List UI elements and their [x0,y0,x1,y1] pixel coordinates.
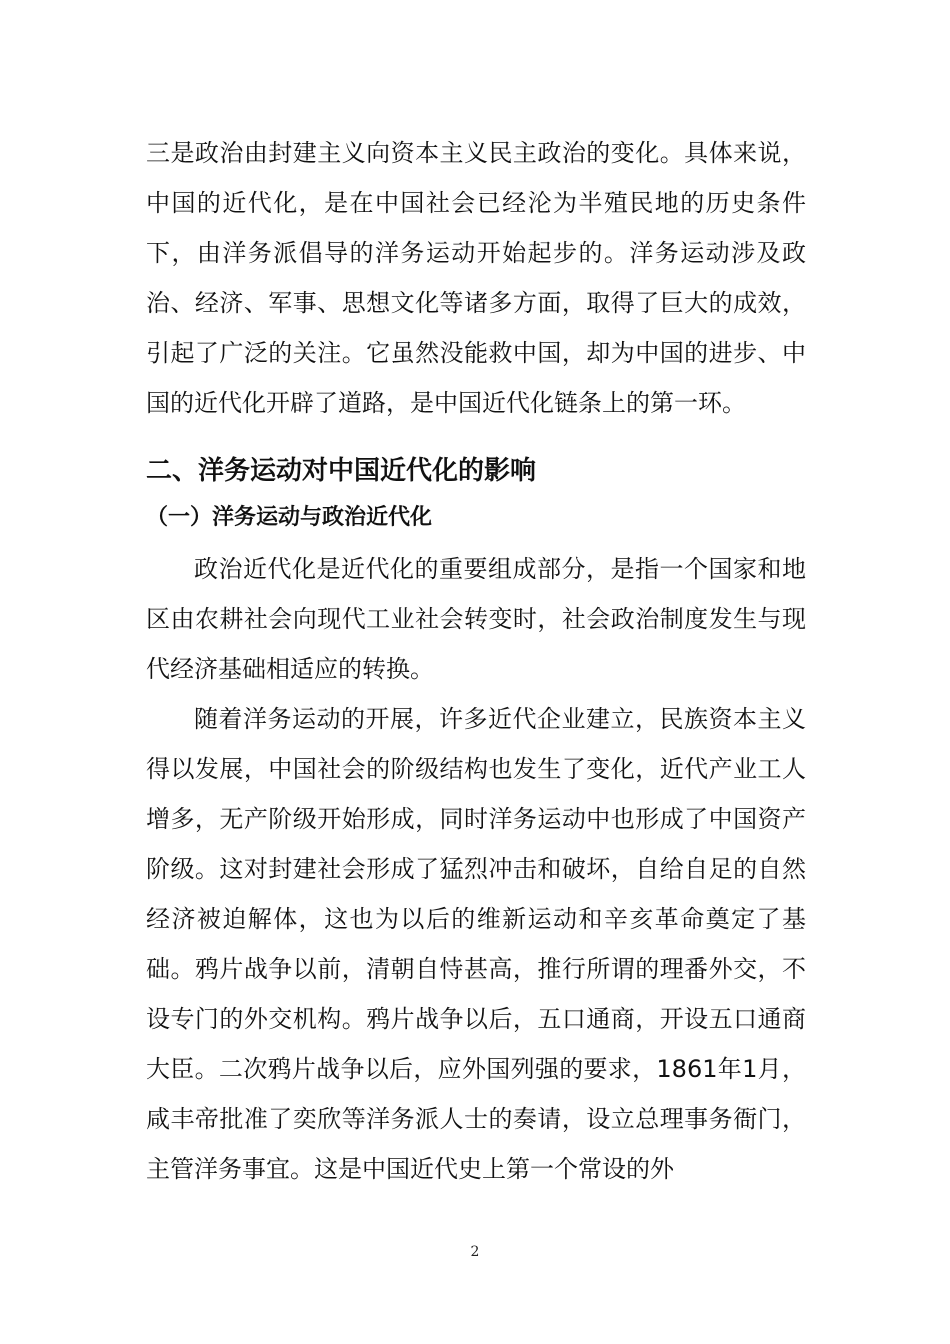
section-heading: 二、洋务运动对中国近代化的影响 [146,456,537,486]
page-number: 2 [470,1244,480,1260]
body-paragraph-1: 政治近代化是近代化的重要组成部分，是指一个国家和地区由农耕社会向现代工业社会转变时，社会政治制度发生与现代经济基础相适应的转换。 [146,555,806,683]
intro-paragraph: 三是政治由封建主义向资本主义民主政治的变化。具体来说，中国的近代化，是在中国社会已经沦为半殖民地的历史条件下，由洋务派倡导的洋务运动开始起步的。洋务运动涉及政治、经济、军事、思想文化等诸多方面，取得了巨大的成效，引起了广泛的关注。它虽然没能救中国，却为中国的进步、中国的近代化开辟了道路，是中国近代化链条上的第一环。 [146,139,806,417]
document-body [146,128,806,1194]
subsection-heading: （一）洋务运动与政治近代化 [146,505,433,530]
body-paragraph-2: 随着洋务运动的开展，许多近代企业建立，民族资本主义得以发展，中国社会的阶级结构也发生了变化，近代产业工人增多，无产阶级开始形成，同时洋务运动中也形成了中国资产阶级。这对封建社会形成了猛烈冲击和破坏，自给自足的自然经济被迫解体，这也为以后的维新运动和辛亥革命奠定了基础。鸦片战争以前，清朝自恃甚高，推行所谓的理番外交，不设专门的外交机构。鸦片战争以后，五口通商，开设五口通商大臣。二次鸦片战争以后，应外国列强的要求，1861年1月，咸丰帝批准了奕欣等洋务派人士的奏请，设立总理事务衙门，主管洋务事宜。这是中国近代史上第一个常设的外 [146,705,806,1183]
